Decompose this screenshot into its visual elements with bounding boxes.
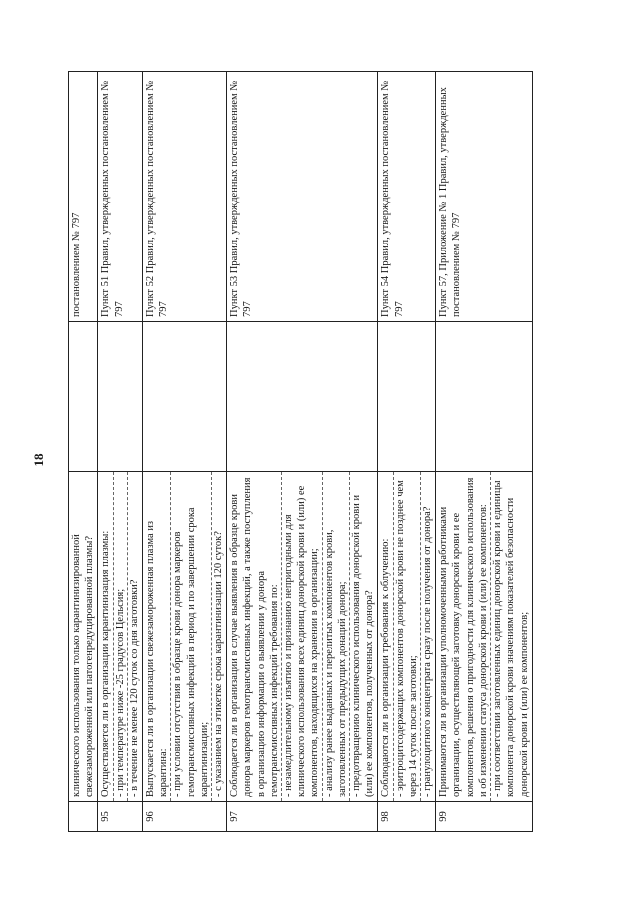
question-cell (378, 472, 436, 802)
answer-cell (227, 322, 378, 472)
question-text: Выпускается ли в организации свежезамороженная плазма из карантина: (145, 520, 170, 797)
question-cell (227, 472, 378, 802)
reference-cell: Пункт 51 Правил, утвержденных постановлением № 797 (98, 72, 143, 322)
question-cell (143, 472, 227, 802)
sub-item: - анализу ранее выданных и перелитых компонентов крови, заготовленных от предыдущих донаций донора; (322, 472, 349, 801)
table-row (143, 72, 227, 832)
page-number: 18 (31, 453, 46, 467)
table-row (98, 72, 143, 832)
table-row (69, 72, 98, 832)
row-number: 95 (98, 802, 143, 832)
question-text: Принимаются ли в организации уполномоченными работниками организации, осуществляющей заготовку донорской крови и ее компонентов, решения о пригодности для клинического использования и об изменении статуса донорской крови и (или) ее компонентов: (438, 477, 489, 797)
table-row (227, 72, 378, 832)
sub-item: - предотвращению клинического использования донорской крови и (или) ее компонентов, полученных от донора? (349, 472, 376, 801)
question-cell (98, 472, 143, 802)
reference-cell: Пункт 52 Правил, утвержденных постановлением № 797 (143, 72, 227, 322)
table-row (436, 72, 532, 832)
question-text: Соблюдаются ли в организации требования к облучению: (380, 538, 392, 797)
row-number: 99 (436, 802, 532, 832)
reference-cell: постановлением № 797 (69, 72, 98, 322)
sub-item: - при температуре ниже -25 градусов Цельсия; (113, 472, 127, 801)
question-text: клинического использования только карантинизированной свежезамороженной или патогенредуцированной плазмы? (71, 534, 96, 797)
sub-item: - гранулоцитного концентрата сразу после получения от донора? (420, 472, 434, 801)
question-text: Осуществляется ли в организации карантинизация плазмы: (100, 530, 112, 797)
sub-item: - в течение не менее 120 суток со дня заготовки? (127, 472, 141, 801)
row-number (69, 802, 98, 832)
sub-item: - незамедлительному изъятию и признанию непригодными для клинического использования всех единиц донорской крови и (или) ее компонентов, находящихся на хранении в организации; (281, 472, 322, 801)
sub-item: - с указанием на этикетке срока карантинизации 120 суток? (211, 472, 225, 801)
reference-cell: Пункт 54 Правил, утвержденных постановлением № 797 (378, 72, 436, 322)
question-text: Соблюдается ли в организации в случае выявления в образце крови донора маркеров гемотрансмиссивных инфекций, а также поступления в организацию информации о выявлении у донора гемотрансмиссивных инфекций требования по: (229, 477, 280, 797)
requirements-table (68, 71, 533, 832)
row-number: 96 (143, 802, 227, 832)
rotated-document (68, 72, 576, 832)
answer-cell (143, 322, 227, 472)
answer-cell (436, 322, 532, 472)
table-row (378, 72, 436, 832)
question-cell (69, 472, 98, 802)
reference-cell: Пункт 57, Приложение № 1 Правил, утвержденных постановлением № 797 (436, 72, 532, 322)
answer-cell (378, 322, 436, 472)
row-number: 98 (378, 802, 436, 832)
row-number: 97 (227, 802, 378, 832)
sub-item: - при условии отсутствия в образце крови донора маркеров гемотрансмиссивных инфекций в период и по завершении срока карантинизации; (170, 472, 211, 801)
reference-cell: Пункт 53 Правил, утвержденных постановлением № 797 (227, 72, 378, 322)
question-cell (436, 472, 532, 802)
sub-item: - при соответствии заготовленных единиц донорской крови и единицы компонента донорской крови значениям показателей безопасности донорской крови и (или) ее компонентов; (490, 472, 531, 801)
sub-item: - эритроцитсодержащих компонентов донорской крови не позднее чем через 14 суток после заготовки; (393, 472, 420, 801)
answer-cell (69, 322, 98, 472)
answer-cell (98, 322, 143, 472)
